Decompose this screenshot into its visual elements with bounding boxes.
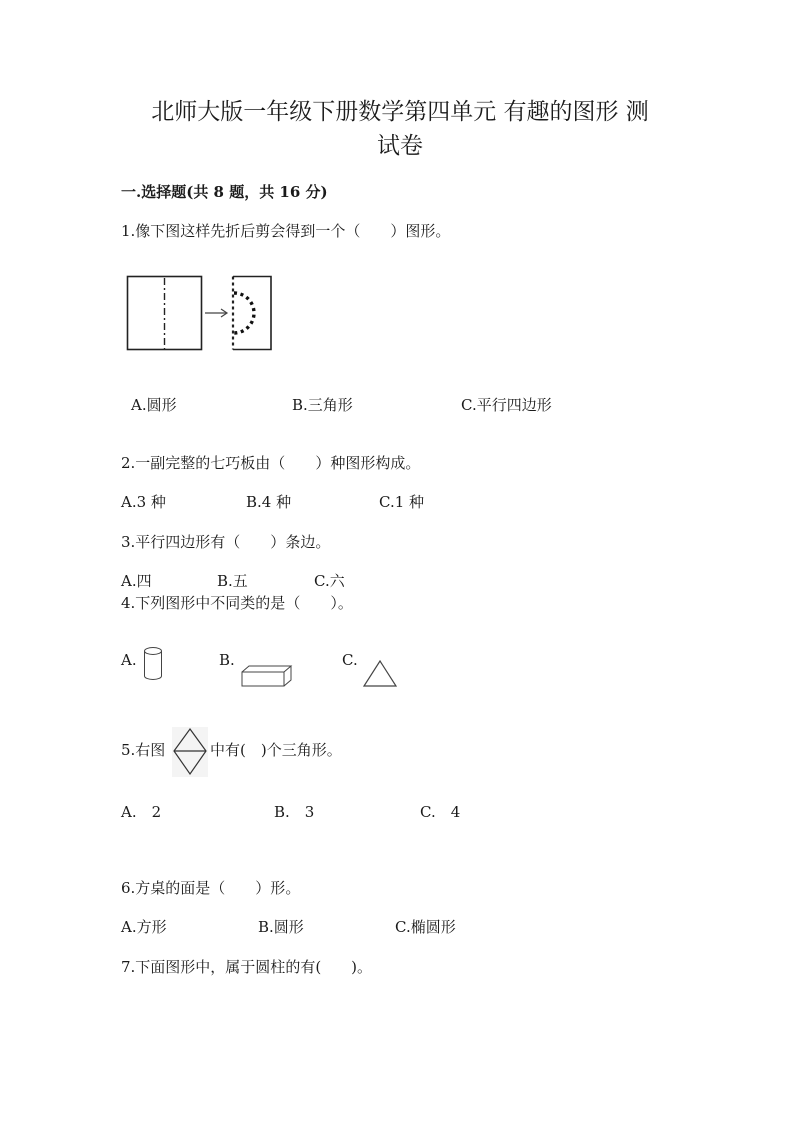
title-line-1: 北师大版一年级下册数学第四单元 有趣的图形 测 — [151, 99, 649, 125]
question-2-option-a: A.3 种 — [121, 493, 166, 511]
section-heading: 一.选择题(共 8 题，共 16 分) — [121, 183, 328, 201]
question-1-option-c: C.平行四边形 — [461, 396, 552, 414]
question-1-option-a: A.圆形 — [131, 396, 177, 414]
question-3-option-a: A.四 — [121, 572, 152, 590]
question-6-text: 6.方桌的面是（ ）形。 — [121, 879, 301, 897]
question-4-text: 4.下列图形中不同类的是（ ）。 — [121, 594, 353, 612]
question-5-option-a: A. 2 — [121, 803, 162, 821]
triangle-figure — [362, 660, 398, 688]
question-1-text: 1.像下图这样先折后剪会得到一个（ ）图形。 — [121, 222, 451, 240]
question-5-option-c: C. 4 — [420, 803, 461, 821]
question-1-option-b: B.三角形 — [292, 396, 353, 414]
question-3-text: 3.平行四边形有（ ）条边。 — [121, 533, 331, 551]
question-2-option-b: B.4 种 — [246, 493, 292, 511]
question-6-option-a: A.方形 — [121, 918, 167, 936]
question-5-text-after: 中有( )个三角形。 — [210, 741, 342, 759]
question-3-option-b: B.五 — [217, 572, 248, 590]
question-2-option-c: C.1 种 — [379, 493, 425, 511]
question-4-option-c: C. — [342, 651, 358, 669]
cut-paper — [233, 277, 271, 350]
cylinder-figure — [143, 646, 163, 682]
fold-cut-figure — [127, 276, 277, 352]
question-6-option-c: C.椭圆形 — [395, 918, 456, 936]
question-5-text-before: 5.右图 — [121, 741, 166, 759]
question-2-text: 2.一副完整的七巧板由（ ）种图形构成。 — [121, 454, 421, 472]
question-3-option-c: C.六 — [314, 572, 345, 590]
question-5-option-b: B. 3 — [274, 803, 315, 821]
question-7-text: 7.下面图形中，属于圆柱的有( )。 — [121, 958, 373, 976]
rhombus-figure — [172, 727, 208, 777]
cuboid-figure — [241, 665, 293, 687]
semicircle-cut-line — [234, 293, 254, 333]
question-4-option-b: B. — [219, 651, 235, 669]
question-4-option-a: A. — [121, 651, 137, 669]
title-line-2: 试卷 — [377, 133, 423, 159]
question-6-option-b: B.圆形 — [258, 918, 304, 936]
